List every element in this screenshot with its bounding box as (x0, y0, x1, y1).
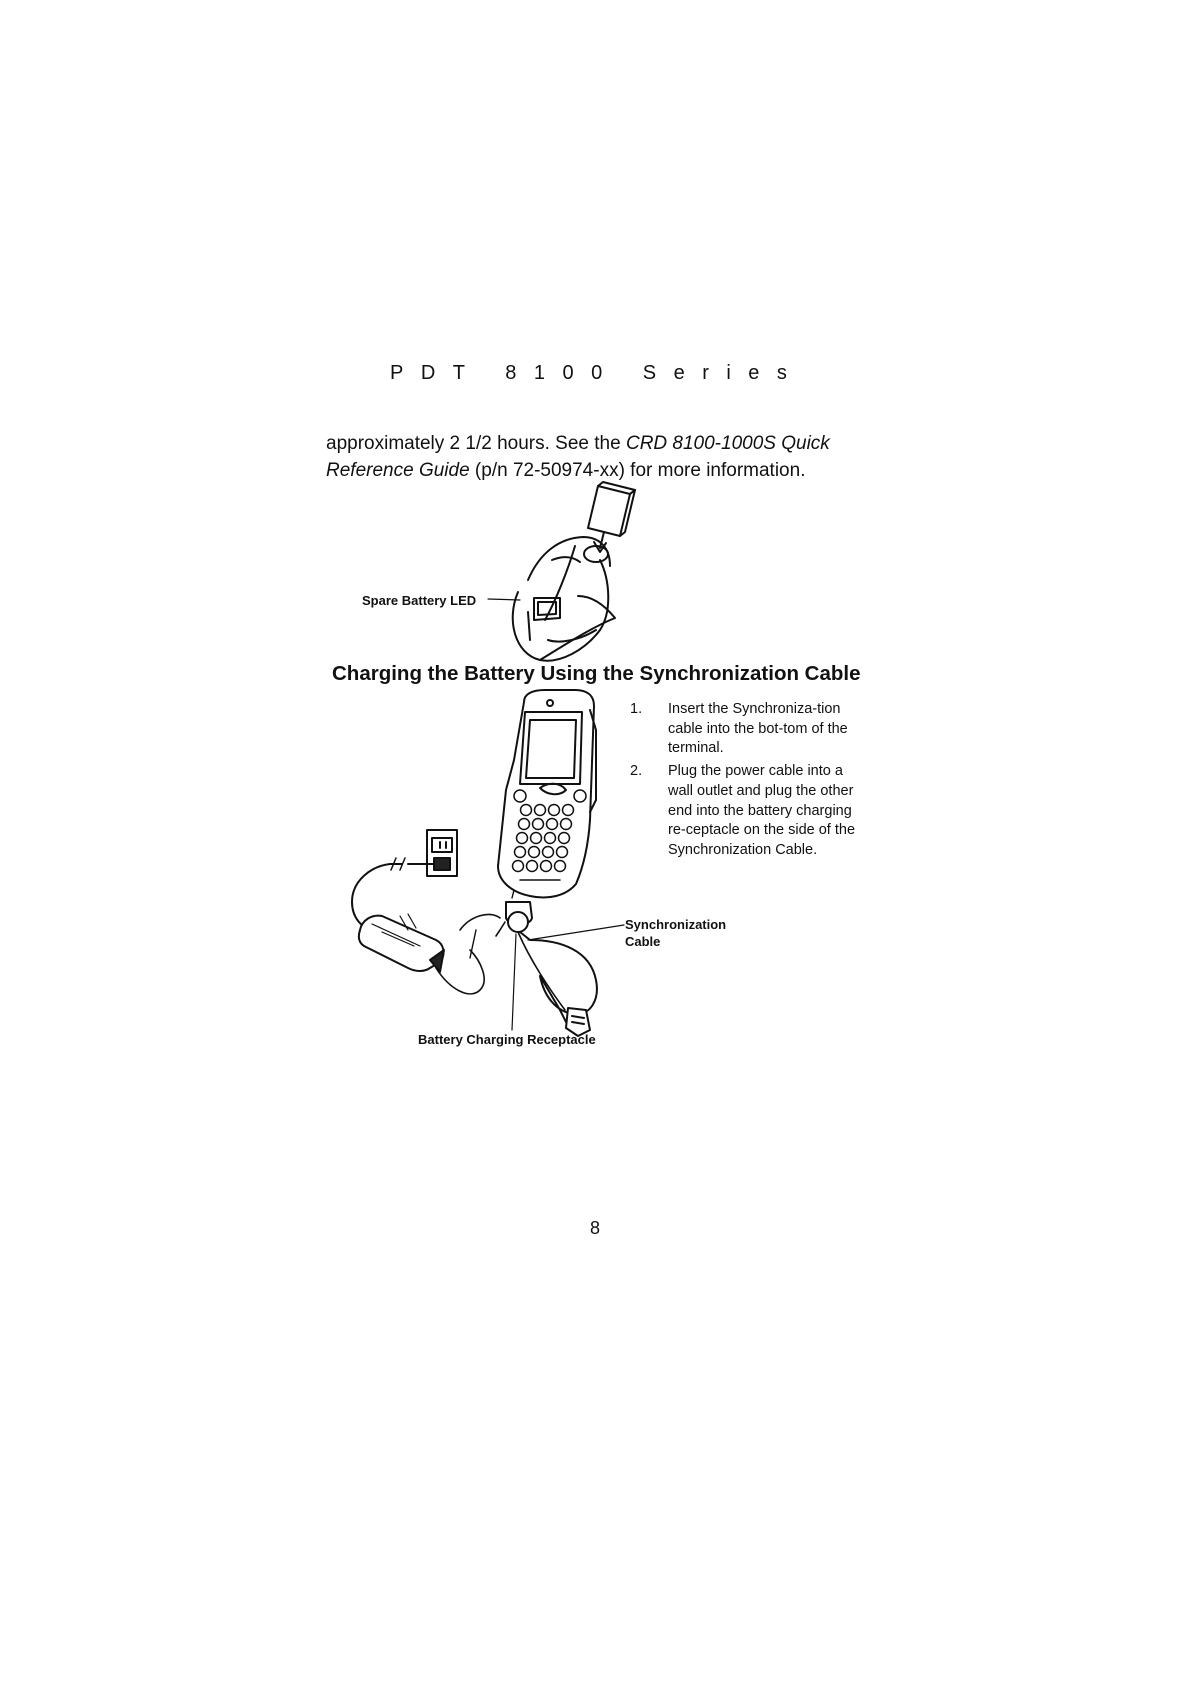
instruction-steps (630, 700, 855, 864)
page-number: 8 (590, 1218, 601, 1238)
intro-text-end: (p/n 72-50974-xx) for more information. (469, 460, 806, 481)
power-brick (359, 914, 444, 972)
sync-cable-label: Synchronization Cable (625, 917, 727, 949)
section-heading: Charging the Battery Using the Synchronization Cable (332, 662, 861, 685)
wall-outlet (427, 830, 457, 876)
step-number: 1. (630, 701, 643, 717)
step-text: Plug the power cable into a wall outlet and plug the other end into the battery charging re-ceptacle on the side of the Synchronization Cable. (668, 763, 856, 858)
intro-text-start: approximately 2 1/2 hours. See the (326, 433, 626, 454)
step-number: 2. (630, 763, 643, 780)
step-item (630, 762, 855, 861)
running-header: PDT 8100 Series (390, 362, 805, 384)
step-text: Insert the Synchroniza-tion cable into the bot-tom of the terminal. (668, 701, 848, 757)
step-item (630, 700, 855, 759)
battery-charging-receptacle-label: Battery Charging Receptacle (418, 1032, 596, 1047)
sync-connector (496, 890, 532, 936)
receptacle-leader-line (512, 934, 516, 1030)
guide-title: CRD 8100-1000S Quick Reference Guide (326, 433, 830, 481)
spare-battery-led-label: Spare Battery LED (362, 593, 477, 608)
sync-leader-line (528, 925, 624, 940)
